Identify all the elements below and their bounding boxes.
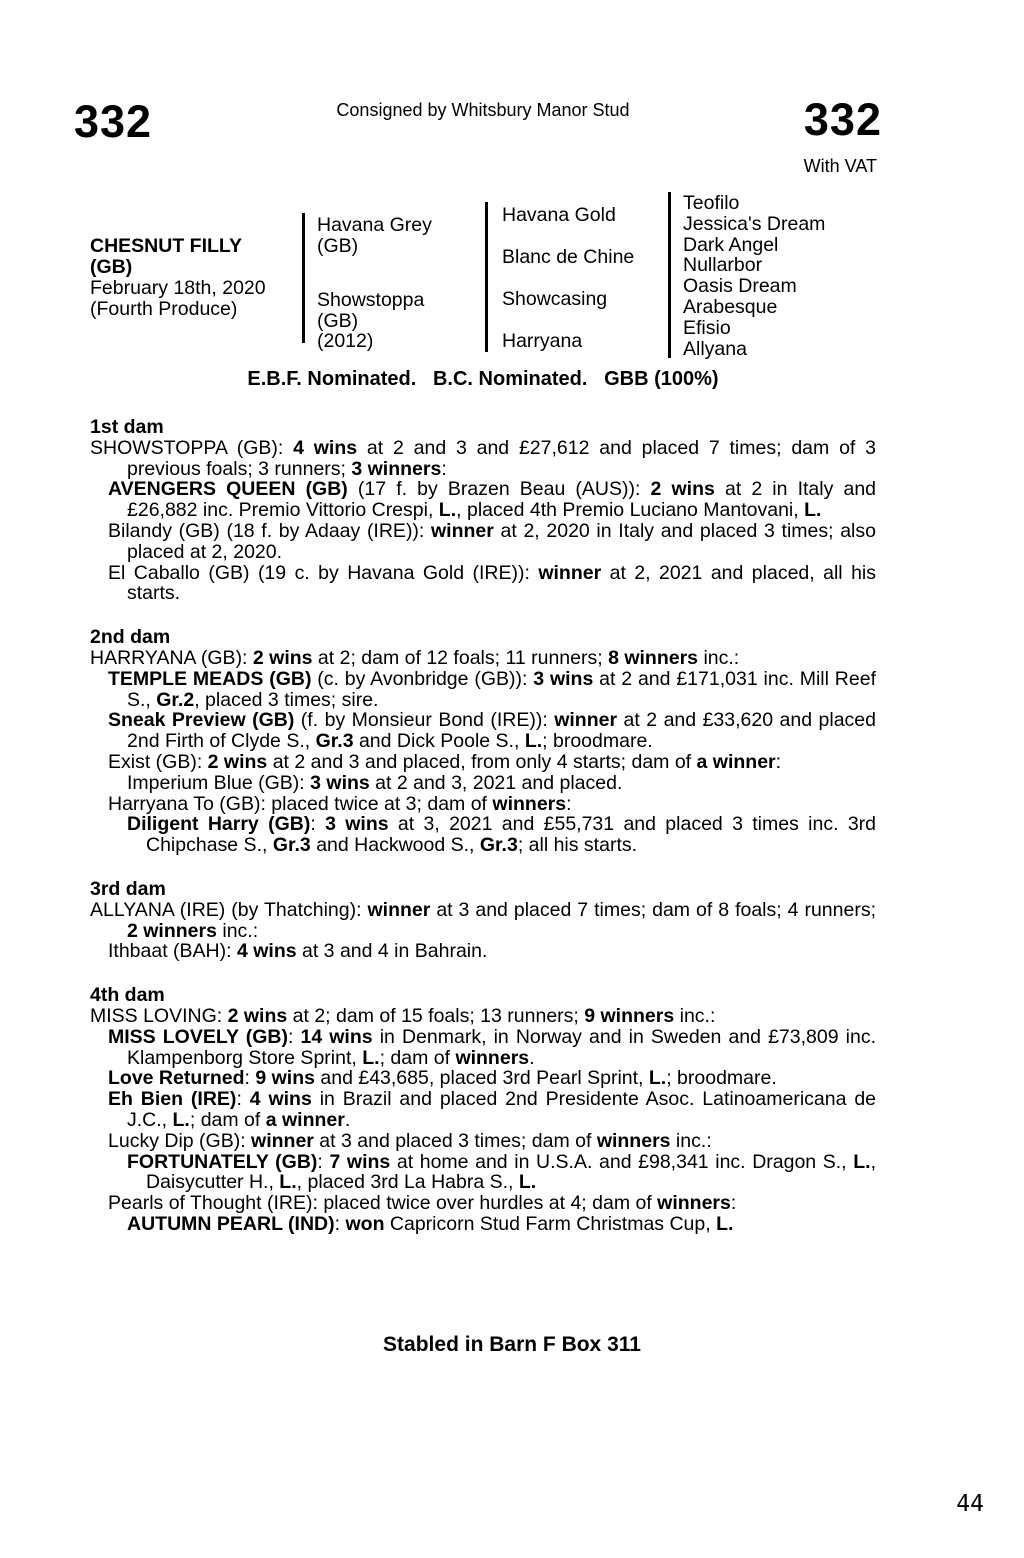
pedigree-paragraph: AVENGERS QUEEN (GB) (17 f. by Brazen Beau (AUS)): 2 wins at 2 in Italy and £26,882 inc. Premio Vittorio Crespi, L., placed 4th Premio Luciano Mantovani, L. bbox=[108, 478, 877, 522]
pedigree-paragraph: MISS LOVING: 2 wins at 2; dam of 15 foals; 13 runners; 9 winners inc.: bbox=[90, 1004, 716, 1027]
grandparent-sire-of-dam: Showcasing bbox=[502, 288, 608, 310]
dam-heading: 3rd dam bbox=[90, 877, 166, 900]
subject-produce-note: (Fourth Produce) bbox=[90, 298, 238, 320]
pedigree-table bbox=[90, 180, 876, 370]
pedigree-paragraph: Love Returned: 9 wins and £43,685, placed 3rd Pearl Sprint, L.; broodmare. bbox=[108, 1067, 777, 1090]
subject-horse bbox=[90, 236, 298, 320]
pedigree-divider-gen2 bbox=[485, 202, 488, 352]
pedigree-paragraph: TEMPLE MEADS (GB) (c. by Avonbridge (GB)): 3 wins at 2 and £171,031 inc. Mill Reef S., Gr.2, placed 3 times; sire. bbox=[108, 667, 876, 711]
great-grandparent: Jessica's Dream bbox=[683, 212, 826, 235]
pedigree-divider-gen3 bbox=[668, 192, 671, 358]
pedigree-paragraph: Bilandy (GB) (18 f. by Adaay (IRE)): winner at 2, 2020 in Italy and placed 3 times; also placed at 2, 2020. bbox=[108, 519, 876, 563]
pedigree-divider-gen1 bbox=[302, 213, 305, 343]
vat-note: With VAT bbox=[803, 156, 877, 176]
pedigree-paragraph: ALLYANA (IRE) (by Thatching): winner at 3 and placed 7 times; dam of 8 foals; 4 runners; 2 winners inc.: bbox=[90, 898, 876, 942]
grandparent-dam-of-dam: Harryana bbox=[502, 330, 583, 352]
pedigree-paragraph: Sneak Preview (GB) (f. by Monsieur Bond (IRE)): winner at 2 and £33,620 and placed 2nd Firth of Clyde S., Gr.3 and Dick Poole S., L.; broodmare. bbox=[108, 709, 876, 753]
great-grandparent: Arabesque bbox=[683, 295, 778, 318]
great-grandparent: Efisio bbox=[683, 316, 731, 339]
dam-heading: 2nd dam bbox=[90, 626, 171, 649]
dam-year: (2012) bbox=[317, 330, 374, 352]
great-grandparent: Dark Angel bbox=[683, 233, 779, 256]
grandparent-sire-of-sire: Havana Gold bbox=[502, 204, 616, 226]
subject-foaling-date: February 18th, 2020 bbox=[90, 277, 266, 299]
dam-section bbox=[90, 879, 876, 962]
dam-heading: 4th dam bbox=[90, 984, 165, 1007]
dam-section bbox=[90, 417, 876, 604]
pedigree-paragraph: FORTUNATELY (GB): 7 wins at home and in U.S.A. and £98,341 inc. Dragon S., L., Daisycutter H., L., placed 3rd La Habra S., L. bbox=[127, 1150, 876, 1194]
great-grandparent: Teofilo bbox=[683, 192, 740, 214]
nominations-line: E.B.F. Nominated. B.C. Nominated. GBB (100%) bbox=[247, 368, 719, 390]
dam-section bbox=[90, 985, 876, 1235]
great-grandparent: Oasis Dream bbox=[683, 275, 797, 298]
sire-name: Havana Grey bbox=[317, 214, 432, 236]
subject-suffix: (GB) bbox=[90, 256, 133, 278]
pedigree-paragraph: Diligent Harry (GB): 3 wins at 3, 2021 and £55,731 and placed 3 times inc. 3rd Chipchase S., Gr.3 and Hackwood S., Gr.3; all his starts. bbox=[127, 813, 876, 857]
lot-number-right: 332 bbox=[803, 94, 882, 145]
dam-sections bbox=[90, 417, 876, 1235]
pedigree-paragraph: El Caballo (GB) (19 c. by Havana Gold (IRE)): winner at 2, 2021 and placed, all his starts. bbox=[108, 561, 876, 605]
pedigree-paragraph: AUTUMN PEARL (IND): won Capricorn Stud Farm Christmas Cup, L. bbox=[127, 1212, 734, 1235]
sire-suffix: (GB) bbox=[317, 234, 359, 257]
dam-section bbox=[90, 627, 876, 856]
pedigree-paragraph: Imperium Blue (GB): 3 wins at 2 and 3, 2021 and placed. bbox=[127, 771, 623, 794]
great-grandparents-column bbox=[683, 193, 873, 359]
consignor-line: Consigned by Whitsbury Manor Stud bbox=[336, 100, 630, 120]
pedigree-paragraph: Ithbaat (BAH): 4 wins at 3 and 4 in Bahrain. bbox=[108, 940, 488, 963]
pedigree-paragraph: SHOWSTOPPA (GB): 4 wins at 2 and 3 and £27,612 and placed 7 times; dam of 3 previous foals; 3 runners; 3 winners: bbox=[90, 436, 876, 480]
pedigree-paragraph: Eh Bien (IRE): 4 wins in Brazil and placed 2nd Presidente Asoc. Latinoamericana de J.C., L.; dam of a winner. bbox=[108, 1088, 877, 1131]
grandparent-dam-of-sire: Blanc de Chine bbox=[502, 246, 635, 268]
dam-name: Showstoppa bbox=[317, 289, 425, 311]
dam-block bbox=[317, 290, 477, 352]
stabling-note: Stabled in Barn F Box 311 bbox=[383, 1333, 641, 1356]
subject-name: CHESNUT FILLY bbox=[90, 235, 243, 257]
pedigree-paragraph: Harryana To (GB): placed twice at 3; dam of winners: bbox=[108, 792, 572, 815]
dam-suffix: (GB) bbox=[317, 309, 359, 332]
pedigree-paragraph: HARRYANA (GB): 2 wins at 2; dam of 12 foals; 11 runners; 8 winners inc.: bbox=[90, 646, 740, 669]
page-number: 44 bbox=[956, 1491, 984, 1517]
great-grandparent: Nullarbor bbox=[683, 254, 763, 277]
pedigree-paragraph: Lucky Dip (GB): winner at 3 and placed 3 times; dam of winners inc.: bbox=[108, 1129, 712, 1152]
sire-block bbox=[317, 215, 477, 256]
lot-number-left: 332 bbox=[74, 96, 153, 147]
pedigree-paragraph: MISS LOVELY (GB): 14 wins in Denmark, in Norway and in Sweden and £73,809 inc. Klampenborg Store Sprint, L.; dam of winners. bbox=[108, 1025, 877, 1069]
pedigree-paragraph: Pearls of Thought (IRE): placed twice over hurdles at 4; dam of winners: bbox=[108, 1192, 737, 1215]
great-grandparent: Allyana bbox=[683, 337, 747, 360]
dam-heading: 1st dam bbox=[90, 416, 164, 438]
pedigree-paragraph: Exist (GB): 2 wins at 2 and 3 and placed, from only 4 starts; dam of a winner: bbox=[108, 750, 782, 773]
